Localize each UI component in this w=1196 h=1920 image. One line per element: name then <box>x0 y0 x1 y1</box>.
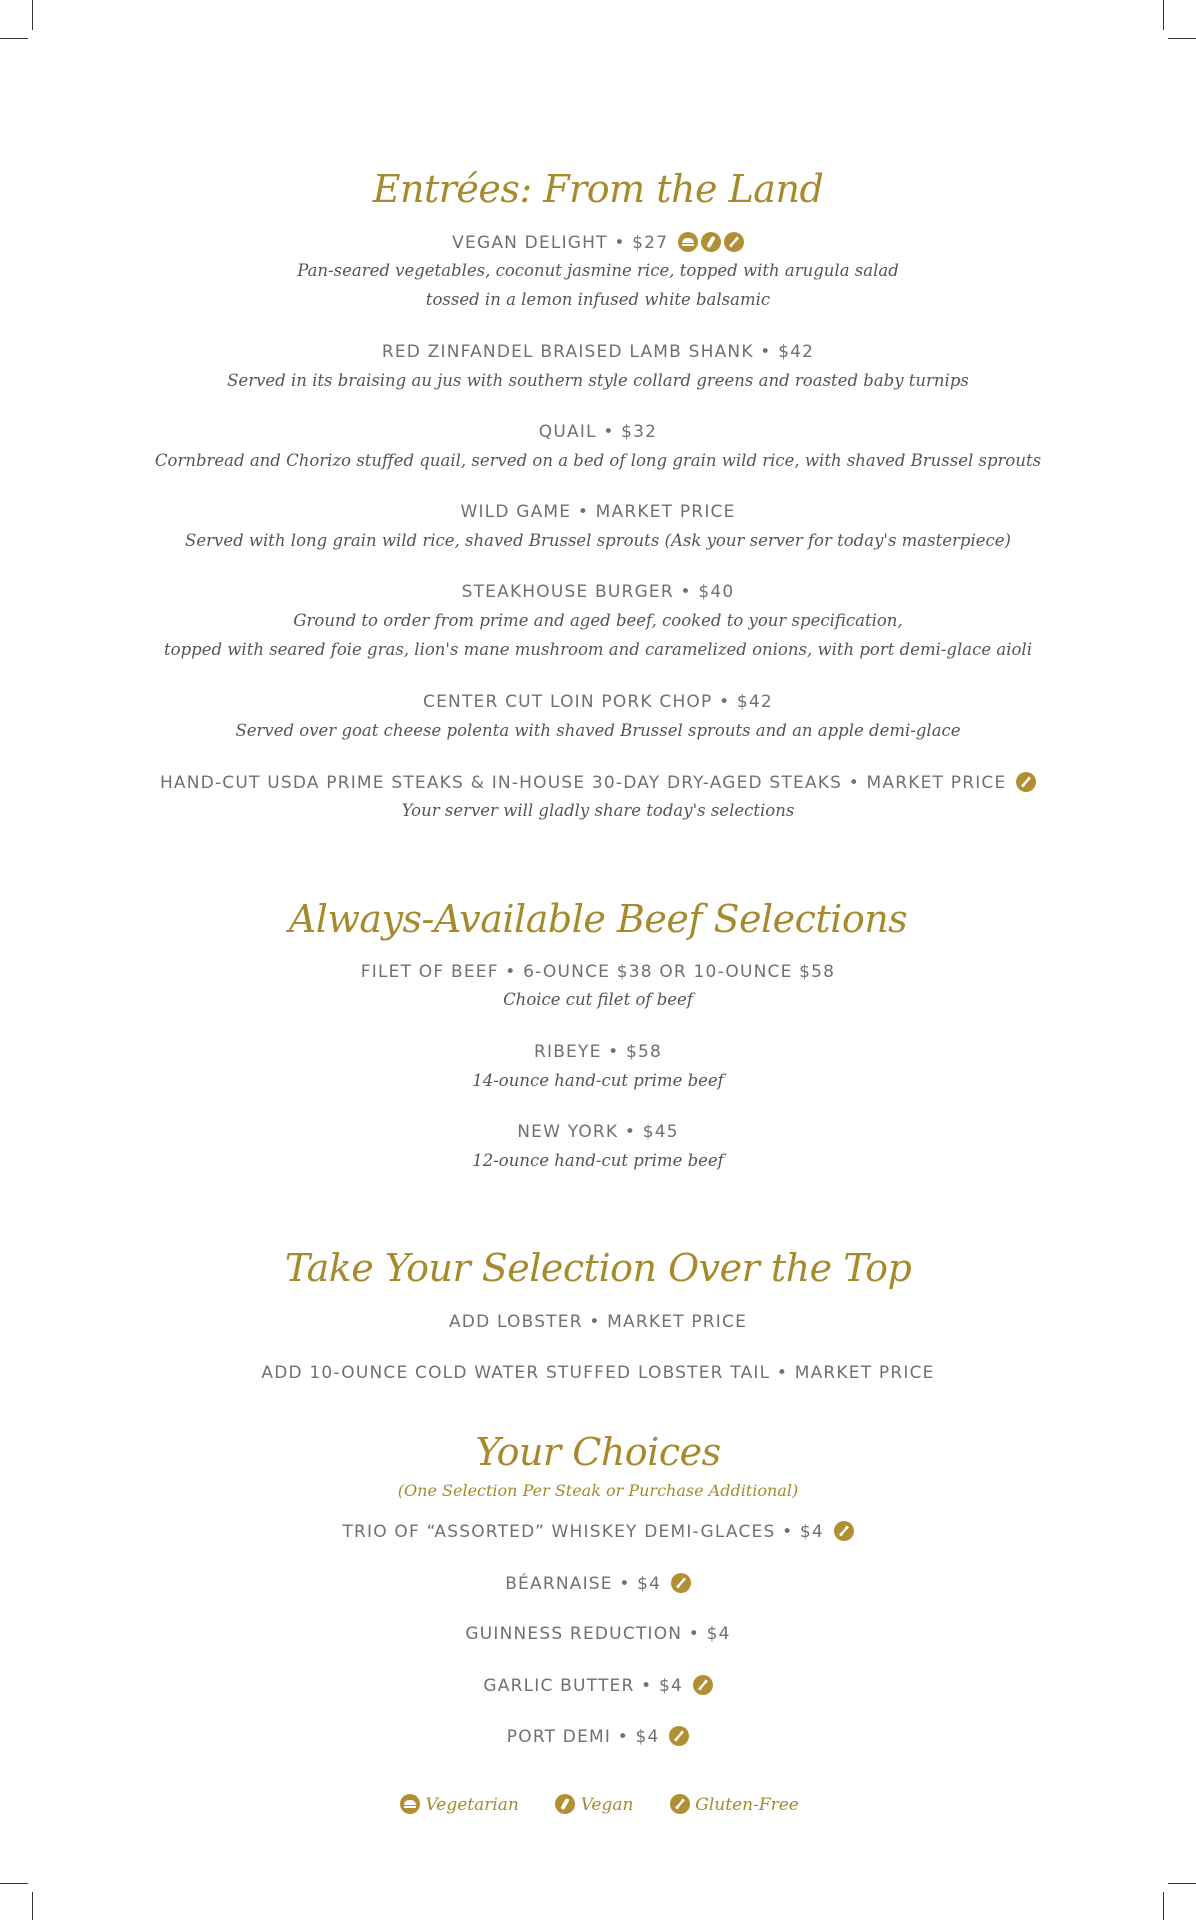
vegan-icon <box>555 1794 575 1814</box>
item-description: 14-ounce hand-cut prime beef <box>472 1071 724 1090</box>
menu-item-whiskey-demi: TRIO OF “ASSORTED” WHISKEY DEMI-GLACES • $4 <box>0 1521 1196 1542</box>
item-description: Pan-seared vegetables, coconut jasmine rice, topped with arugula salad <box>297 261 899 280</box>
gluten-free-icon <box>693 1675 713 1695</box>
gluten-free-icon <box>669 1726 689 1746</box>
dietary-legend <box>0 1794 1196 1815</box>
section-title-land: Entrées: From the Land <box>372 167 824 211</box>
menu-item-add-lobster: ADD LOBSTER • MARKET PRICE <box>448 1312 748 1332</box>
choices-subtitle: (One Selection Per Steak or Purchase Additional) <box>397 1481 799 1500</box>
legend-gluten-free: Gluten-Free <box>667 1794 799 1815</box>
item-description: Choice cut filet of beef <box>503 990 693 1009</box>
item-description: tossed in a lemon infused white balsamic <box>425 290 771 309</box>
legend-vegan: Vegan <box>552 1794 633 1815</box>
item-description: topped with seared foie gras, lion's mane mushroom and caramelized onions, with port demi-glace aioli <box>164 640 1032 659</box>
menu-item-lamb-shank: RED ZINFANDEL BRAISED LAMB SHANK • $42 <box>381 342 815 362</box>
menu-item-port-demi: PORT DEMI • $4 <box>0 1726 1196 1747</box>
section-title-beef: Always-Available Beef Selections <box>288 897 908 941</box>
gluten-free-icon <box>670 1794 690 1814</box>
menu-item-lobster-tail: ADD 10-OUNCE COLD WATER STUFFED LOBSTER TAIL • MARKET PRICE <box>261 1363 935 1383</box>
item-description: 12-ounce hand-cut prime beef <box>472 1151 724 1170</box>
menu-item-bearnaise: BÉARNAISE • $4 <box>0 1573 1196 1594</box>
menu-item-quail: QUAIL • $32 <box>538 422 658 442</box>
menu-item-guinness-reduction: GUINNESS REDUCTION • $4 <box>465 1624 731 1644</box>
item-description: Ground to order from prime and aged beef, cooked to your specification, <box>293 611 903 630</box>
vegetarian-icon <box>678 232 698 252</box>
menu-item-garlic-butter: GARLIC BUTTER • $4 <box>0 1675 1196 1696</box>
menu-item-wild-game: WILD GAME • MARKET PRICE <box>460 502 736 522</box>
menu-item-filet: FILET OF BEEF • 6-OUNCE $38 OR 10-OUNCE $58 <box>360 962 836 982</box>
menu-item-steakhouse-burger: STEAKHOUSE BURGER • $40 <box>461 582 735 602</box>
section-title-over-the-top: Take Your Selection Over the Top <box>284 1246 912 1290</box>
menu-item-ribeye: RIBEYE • $58 <box>533 1042 663 1062</box>
gluten-free-icon <box>834 1521 854 1541</box>
vegan-icon <box>701 232 721 252</box>
item-description: Cornbread and Chorizo stuffed quail, served on a bed of long grain wild rice, with shaved Brussel sprouts <box>154 451 1042 470</box>
gluten-free-icon <box>1016 772 1036 792</box>
section-title-your-choices: Your Choices <box>475 1430 721 1474</box>
menu-item-vegan-delight: VEGAN DELIGHT • $27 <box>0 232 1196 253</box>
item-description: Served over goat cheese polenta with shaved Brussel sprouts and an apple demi-glace <box>235 721 961 740</box>
gluten-free-icon <box>724 232 744 252</box>
menu-item-new-york: NEW YORK • $45 <box>517 1122 679 1142</box>
menu-item-prime-steaks: HAND-CUT USDA PRIME STEAKS & IN-HOUSE 30-DAY DRY-AGED STEAKS • MARKET PRICE <box>0 772 1196 793</box>
legend-vegetarian: Vegetarian <box>397 1794 519 1815</box>
item-description: Served with long grain wild rice, shaved Brussel sprouts (Ask your server for today's masterpiece) <box>185 531 1011 550</box>
menu-item-pork-chop: CENTER CUT LOIN PORK CHOP • $42 <box>423 692 773 712</box>
gluten-free-icon <box>671 1573 691 1593</box>
item-description: Served in its braising au jus with southern style collard greens and roasted baby turnips <box>227 371 969 390</box>
item-description: Your server will gladly share today's selections <box>401 801 795 820</box>
vegetarian-icon <box>400 1794 420 1814</box>
